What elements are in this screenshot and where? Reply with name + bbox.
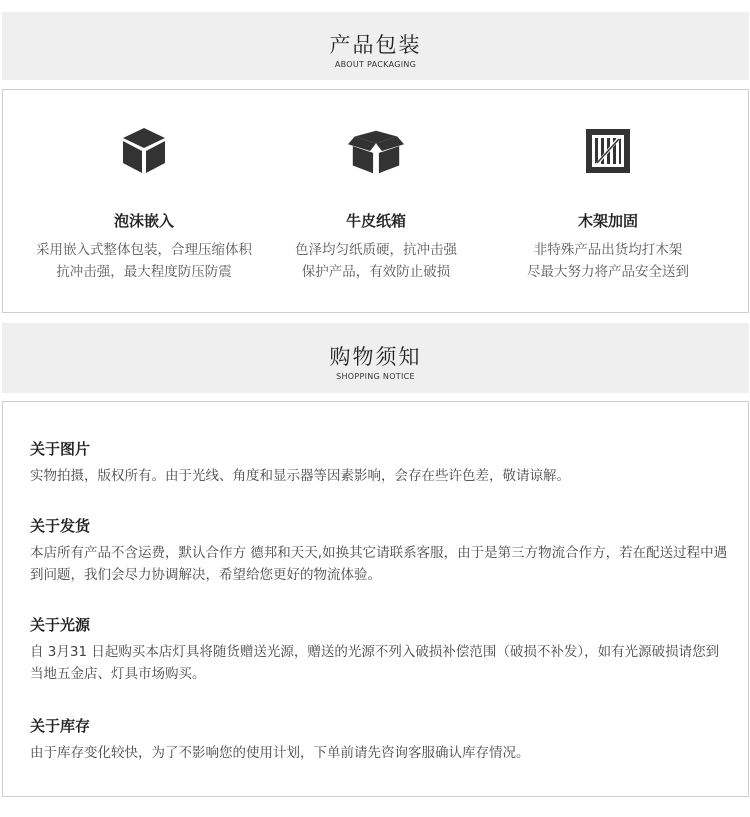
notice-text: 实物拍摄，版权所有。由于光线、角度和显示器等因素影响，会存在些许色差，敬请谅解。: [30, 468, 570, 484]
packaging-item-desc: 非特殊产品出货均打木架: [533, 242, 683, 258]
notice-banner: [2, 323, 749, 393]
open-box-icon: [347, 126, 405, 176]
packaging-item-desc: 色泽均匀纸质硬，抗冲击强: [295, 242, 457, 258]
notice-text: 由于库存变化较快，为了不影响您的使用计划，下单前请先咨询客服确认库存情况。: [30, 745, 530, 761]
packaging-title: 产品包装: [329, 33, 422, 57]
notice-subtitle: SHOPPING NOTICE: [336, 372, 415, 381]
packaging-item-desc: 采用嵌入式整体包装，合理压缩体积: [36, 242, 252, 258]
notice-title: 购物须知: [329, 345, 422, 369]
packaging-banner: [2, 12, 749, 80]
notice-heading: 关于发货: [30, 517, 91, 535]
packaging-item-desc: 尽最大努力将产品安全送到: [527, 264, 689, 280]
notice-heading: 关于光源: [30, 616, 91, 634]
notice-section-images: [30, 438, 730, 487]
packaging-subtitle: ABOUT PACKAGING: [334, 60, 417, 69]
packaging-item-title: 泡沫嵌入: [113, 212, 174, 230]
packaging-item-title: 牛皮纸箱: [345, 212, 406, 230]
packaging-item-desc: 抗冲击强，最大程度防压防震: [56, 264, 232, 280]
notice-heading: 关于库存: [30, 717, 91, 735]
notice-text: 自 3月31 日起购买本店灯具将随货赠送光源，赠送的光源不列入破损补偿范围（破损不补发），如有光源破损请您到当地五金店、灯具市场购买。: [30, 644, 720, 682]
notice-panel: [2, 401, 749, 797]
notice-section-shipping: [30, 515, 730, 586]
notice-section-stock: [30, 715, 730, 764]
box-icon: [119, 126, 169, 176]
notice-heading: 关于图片: [30, 440, 91, 458]
packaging-item-foam: [21, 90, 267, 312]
notice-text: 本店所有产品不含运费，默认合作方 德邦和天天,如换其它请联系客服，由于是第三方物流合作方，若在配送过程中遇到问题，我们会尽力协调解决，希望给您更好的物流体验。: [30, 545, 728, 583]
packaging-item-desc: 保护产品，有效防止破损: [301, 264, 451, 280]
packaging-item-crate: [485, 90, 731, 312]
packaging-panel: [2, 89, 749, 313]
wooden-crate-icon: [583, 126, 633, 176]
packaging-item-title: 木架加固: [577, 212, 638, 230]
notice-section-light-source: [30, 614, 730, 685]
packaging-item-carton: [253, 90, 499, 312]
